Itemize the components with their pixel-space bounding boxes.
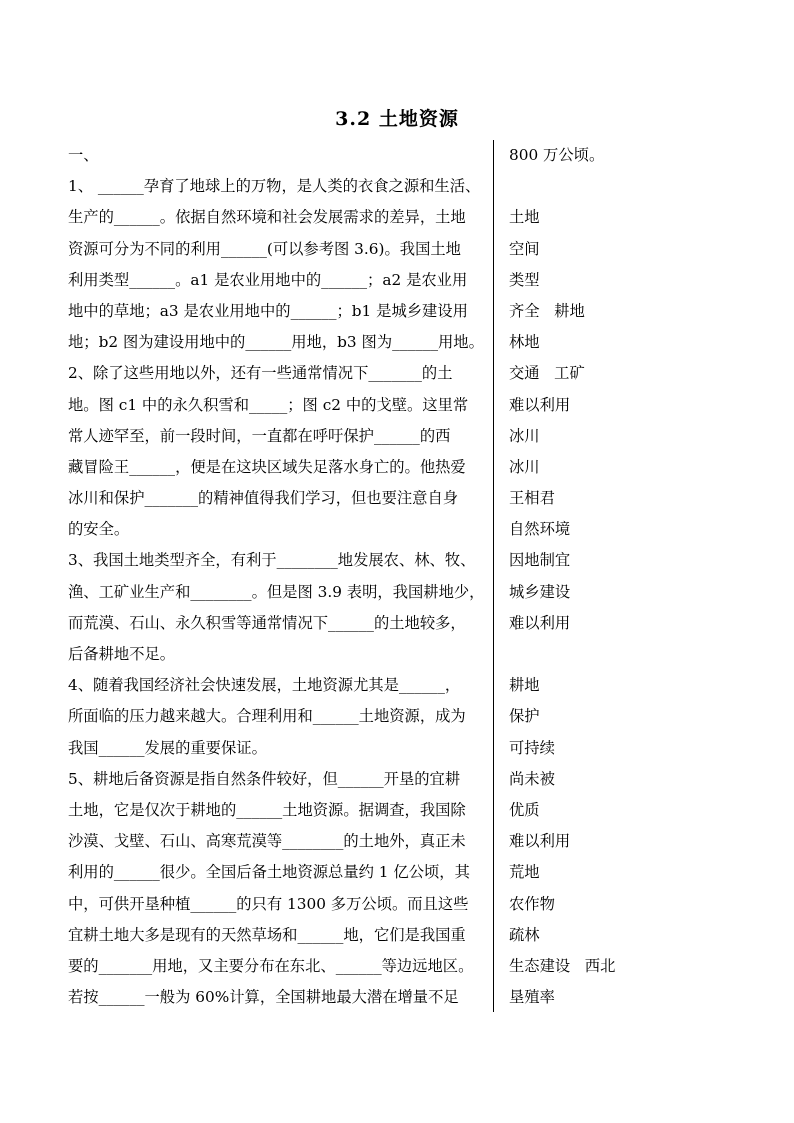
question-line: 土地，它是仅次于耕地的______土地资源。据调查，我国除 xyxy=(68,800,466,819)
question-line: 利用的______很少。全国后备土地资源总量约 1 亿公顷，其 xyxy=(68,863,470,882)
question-line: 利用类型______。a1 是农业用地中的______；a2 是农业用 xyxy=(68,270,468,289)
question-line: 常人迹罕至，前一段时间，一直都在呼吁保护______的西 xyxy=(68,426,451,445)
question-line: 要的_______用地，又主要分布在东北、______等边远地区。 xyxy=(68,956,474,975)
question-column xyxy=(68,140,488,1013)
answer-line: 王相君 xyxy=(509,489,555,508)
answer-line: 齐全 耕地 xyxy=(509,301,585,320)
page-title: 3.2 土地资源 xyxy=(335,108,459,130)
question-line: 4、随着我国经济社会快速发展，土地资源尤其是______， xyxy=(68,676,461,695)
question-line: 地。图 c1 中的永久积雪和_____；图 c2 中的戈壁。这里常 xyxy=(68,395,469,414)
question-line: 所面临的压力越来越大。合理利用和______土地资源，成为 xyxy=(68,707,466,726)
question-line: 沙漠、戈壁、石山、高寒荒漠等________的土地外，真正未 xyxy=(68,832,466,851)
answer-line: 空间 xyxy=(509,239,540,258)
question-line: 生产的______。依据自然环境和社会发展需求的差异，土地 xyxy=(68,208,466,227)
answer-line: 保护 xyxy=(509,707,540,726)
question-line: 5、耕地后备资源是指自然条件较好，但______开垦的宜耕 xyxy=(68,769,461,788)
answer-line: 难以利用 xyxy=(509,395,571,414)
answer-line: 荒地 xyxy=(509,863,540,882)
answer-line: 自然环境 xyxy=(509,520,571,539)
answer-line: 城乡建设 xyxy=(509,582,571,601)
question-line: 1、 ______孕育了地球上的万物，是人类的衣食之源和生活、 xyxy=(68,177,481,196)
answer-line: 农作物 xyxy=(509,894,555,913)
question-line: 宜耕土地大多是现有的天然草场和______地，它们是我国重 xyxy=(68,925,466,944)
answer-line: 垦殖率 xyxy=(509,988,555,1007)
question-line: 资源可分为不同的利用______(可以参考图 3.6)。我国土地 xyxy=(68,239,461,258)
question-line: 2、除了这些用地以外，还有一些通常情况下_______的土 xyxy=(68,364,453,383)
column-divider xyxy=(493,140,494,1012)
answer-line: 因地制宜 xyxy=(509,551,571,570)
answer-line: 可持续 xyxy=(509,738,555,757)
answer-line: 难以利用 xyxy=(509,832,571,851)
answer-line: 类型 xyxy=(509,270,540,289)
question-line: 若按______一般为 60%计算，全国耕地最大潜在增量不足 xyxy=(68,988,459,1007)
answer-column xyxy=(509,140,769,1013)
question-line: 后备耕地不足。 xyxy=(68,645,176,663)
answer-line: 尚未被 xyxy=(509,769,555,788)
answer-line: 土地 xyxy=(509,208,540,227)
question-line: 地中的草地；a3 是农业用地中的______；b1 是城乡建设用 xyxy=(68,301,468,320)
answer-line: 疏林 xyxy=(509,925,540,944)
question-line: 藏冒险王______，便是在这块区域失足落水身亡的。他热爱 xyxy=(68,457,466,476)
question-line: 我国______发展的重要保证。 xyxy=(68,738,267,757)
question-line: 渔、工矿业生产和________。但是图 3.9 表明，我国耕地少， xyxy=(68,582,485,601)
answer-line xyxy=(509,171,769,202)
question-line: 一、 xyxy=(68,146,99,164)
answer-line: 冰川 xyxy=(509,457,540,476)
question-line: 地；b2 图为建设用地中的______用地，b3 图为______用地。 xyxy=(68,333,484,352)
answer-line: 冰川 xyxy=(509,426,540,445)
answer-line xyxy=(509,639,769,670)
answer-line: 800 万公顷。 xyxy=(509,146,605,164)
answer-line: 优质 xyxy=(509,800,540,819)
answer-line: 耕地 xyxy=(509,676,540,695)
answer-line: 难以利用 xyxy=(509,613,571,632)
answer-line: 林地 xyxy=(509,333,540,352)
question-line: 3、我国土地类型齐全，有利于________地发展农、林、牧、 xyxy=(68,551,476,570)
answer-line: 生态建设 西北 xyxy=(509,956,616,975)
question-line: 的安全。 xyxy=(68,520,130,539)
answer-line: 交通 工矿 xyxy=(509,364,585,383)
question-line: 冰川和保护_______的精神值得我们学习，但也要注意自身 xyxy=(68,489,459,508)
question-line: 而荒漠、石山、永久积雪等通常情况下______的土地较多， xyxy=(68,613,466,632)
question-line: 中，可供开垦种植______的只有 1300 多万公顷。而且这些 xyxy=(68,894,469,913)
